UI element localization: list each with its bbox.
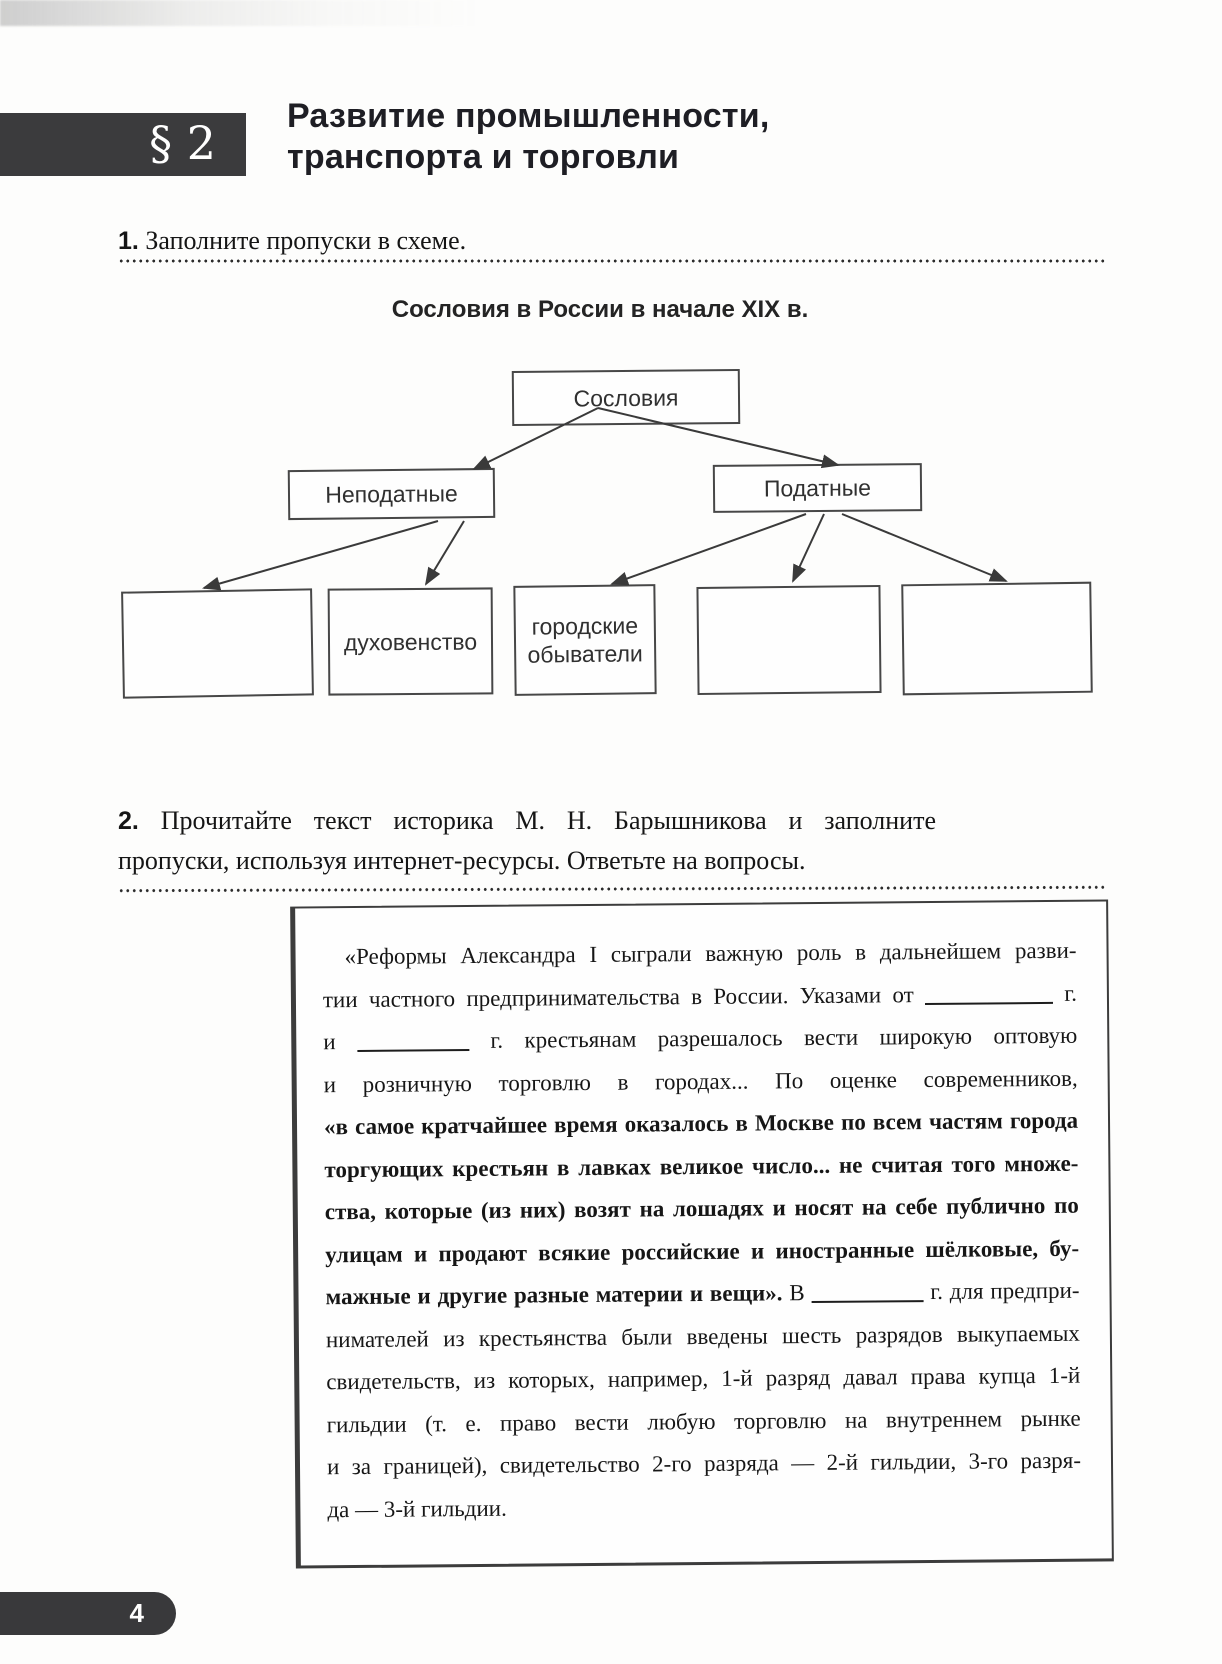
quote-text-segment: г. крестьянам разрешалось вести широкую оптовую [468,1022,1078,1054]
quote-line [325,1270,1079,1319]
quote-line [325,1185,1079,1234]
page-number-pill [0,1592,176,1635]
quote-text-segment: и розничную торговлю в городах... По оценке современников, [323,1065,1078,1097]
task1-heading [118,226,466,256]
quote-line [324,1100,1078,1149]
dotted-separator-1 [118,258,1105,264]
task1-number: 1. [118,227,139,255]
scheme-title: Сословия в России в начале XIX в. [391,296,809,323]
quote-text-segment: мажные и другие разные материи и вещи». [325,1280,790,1310]
quote-box [290,899,1114,1568]
quote-line [326,1355,1080,1404]
node-clergy: духовенство [328,587,494,695]
node-blank-2 [696,585,881,695]
quote-line [327,1482,1081,1531]
node-non-taxable: Неподатные [288,468,496,520]
node-estates-root: Сословия [512,369,740,426]
quote-line [324,1057,1078,1106]
quote-line [326,1312,1080,1361]
fill-in-blank [925,981,1053,1005]
quote-text-segment: и за границей), свидетельство 2-го разряда — 2-й гильдии, 3-го разря- [326,1447,1082,1480]
quote-text-segment: и [323,1029,358,1055]
quote-line [326,1397,1080,1446]
page-title [287,96,847,178]
quote-text-segment: г. для предпри- [923,1277,1080,1305]
quote-line [323,972,1077,1021]
quote-text-segment: ства, которые (из них) возят на лошадях и носят на себе публично по [324,1192,1079,1225]
page-number: 4 [129,1598,144,1628]
quote-text-segment: «в самое кратчайшее время оказалось в Москве по всем частям города [323,1107,1079,1140]
quote-text-segment: торгующих крестьян в лавках великое число... не считая того множе- [324,1150,1079,1182]
page-title-line1: Развитие промышленности, [287,97,770,135]
quote-text-segment: г. [1052,980,1078,1006]
quote-text-segment: гильдии (т. е. право вести любую торговлю на внутреннем рынке [326,1405,1081,1437]
quote-text-segment: свидетельств, из которых, например, 1-й разряд давал права купца 1-й [326,1362,1081,1395]
quote-line [327,1440,1081,1489]
quote-lines [322,930,1081,1532]
page-title-line2: транспорта и торговли [287,138,680,176]
task2-text-line2: пропуски, используя интернет-ресурсы. Ответьте на вопросы. [118,846,806,875]
quote-text-segment: В [789,1280,812,1306]
quote-text-segment: улицам и продают всякие российские и иностранные шёлковые, бу- [325,1235,1080,1267]
quote-text-segment: нимателей из крестьянства были введены шесть разрядов выкупаемых [325,1320,1080,1352]
quote-line [322,930,1076,979]
task1-text: Заполните пропуски в схеме. [138,226,467,255]
task2-number: 2. [118,807,139,835]
node-blank-1 [121,588,314,698]
task2-text-line1: Прочитайте текст историка М. Н. Барышникова и заполните [138,806,936,835]
section-label: § 2 [149,116,216,170]
task2-heading-line1 [118,806,936,836]
quote-text-segment: да — 3-й гильдии. [327,1495,507,1522]
node-blank-3 [901,582,1093,696]
quote-text-segment: «Реформы Александра I сыграли важную роль в дальнейшем разви- [344,937,1077,970]
quote-line [324,1142,1078,1191]
fill-in-blank [357,1028,469,1052]
quote-text-segment: тии частного предпринимательства в России. Указами от [322,981,926,1012]
section-badge [0,113,246,176]
node-townspeople: городские обыватели [513,584,656,696]
task2-heading-line2 [118,846,805,876]
quote-line [325,1227,1079,1276]
node-taxable: Податные [713,463,922,513]
fill-in-blank [811,1279,923,1303]
dotted-separator-2 [118,884,1105,893]
quote-line [323,1015,1077,1064]
scan-artifact [0,0,480,26]
